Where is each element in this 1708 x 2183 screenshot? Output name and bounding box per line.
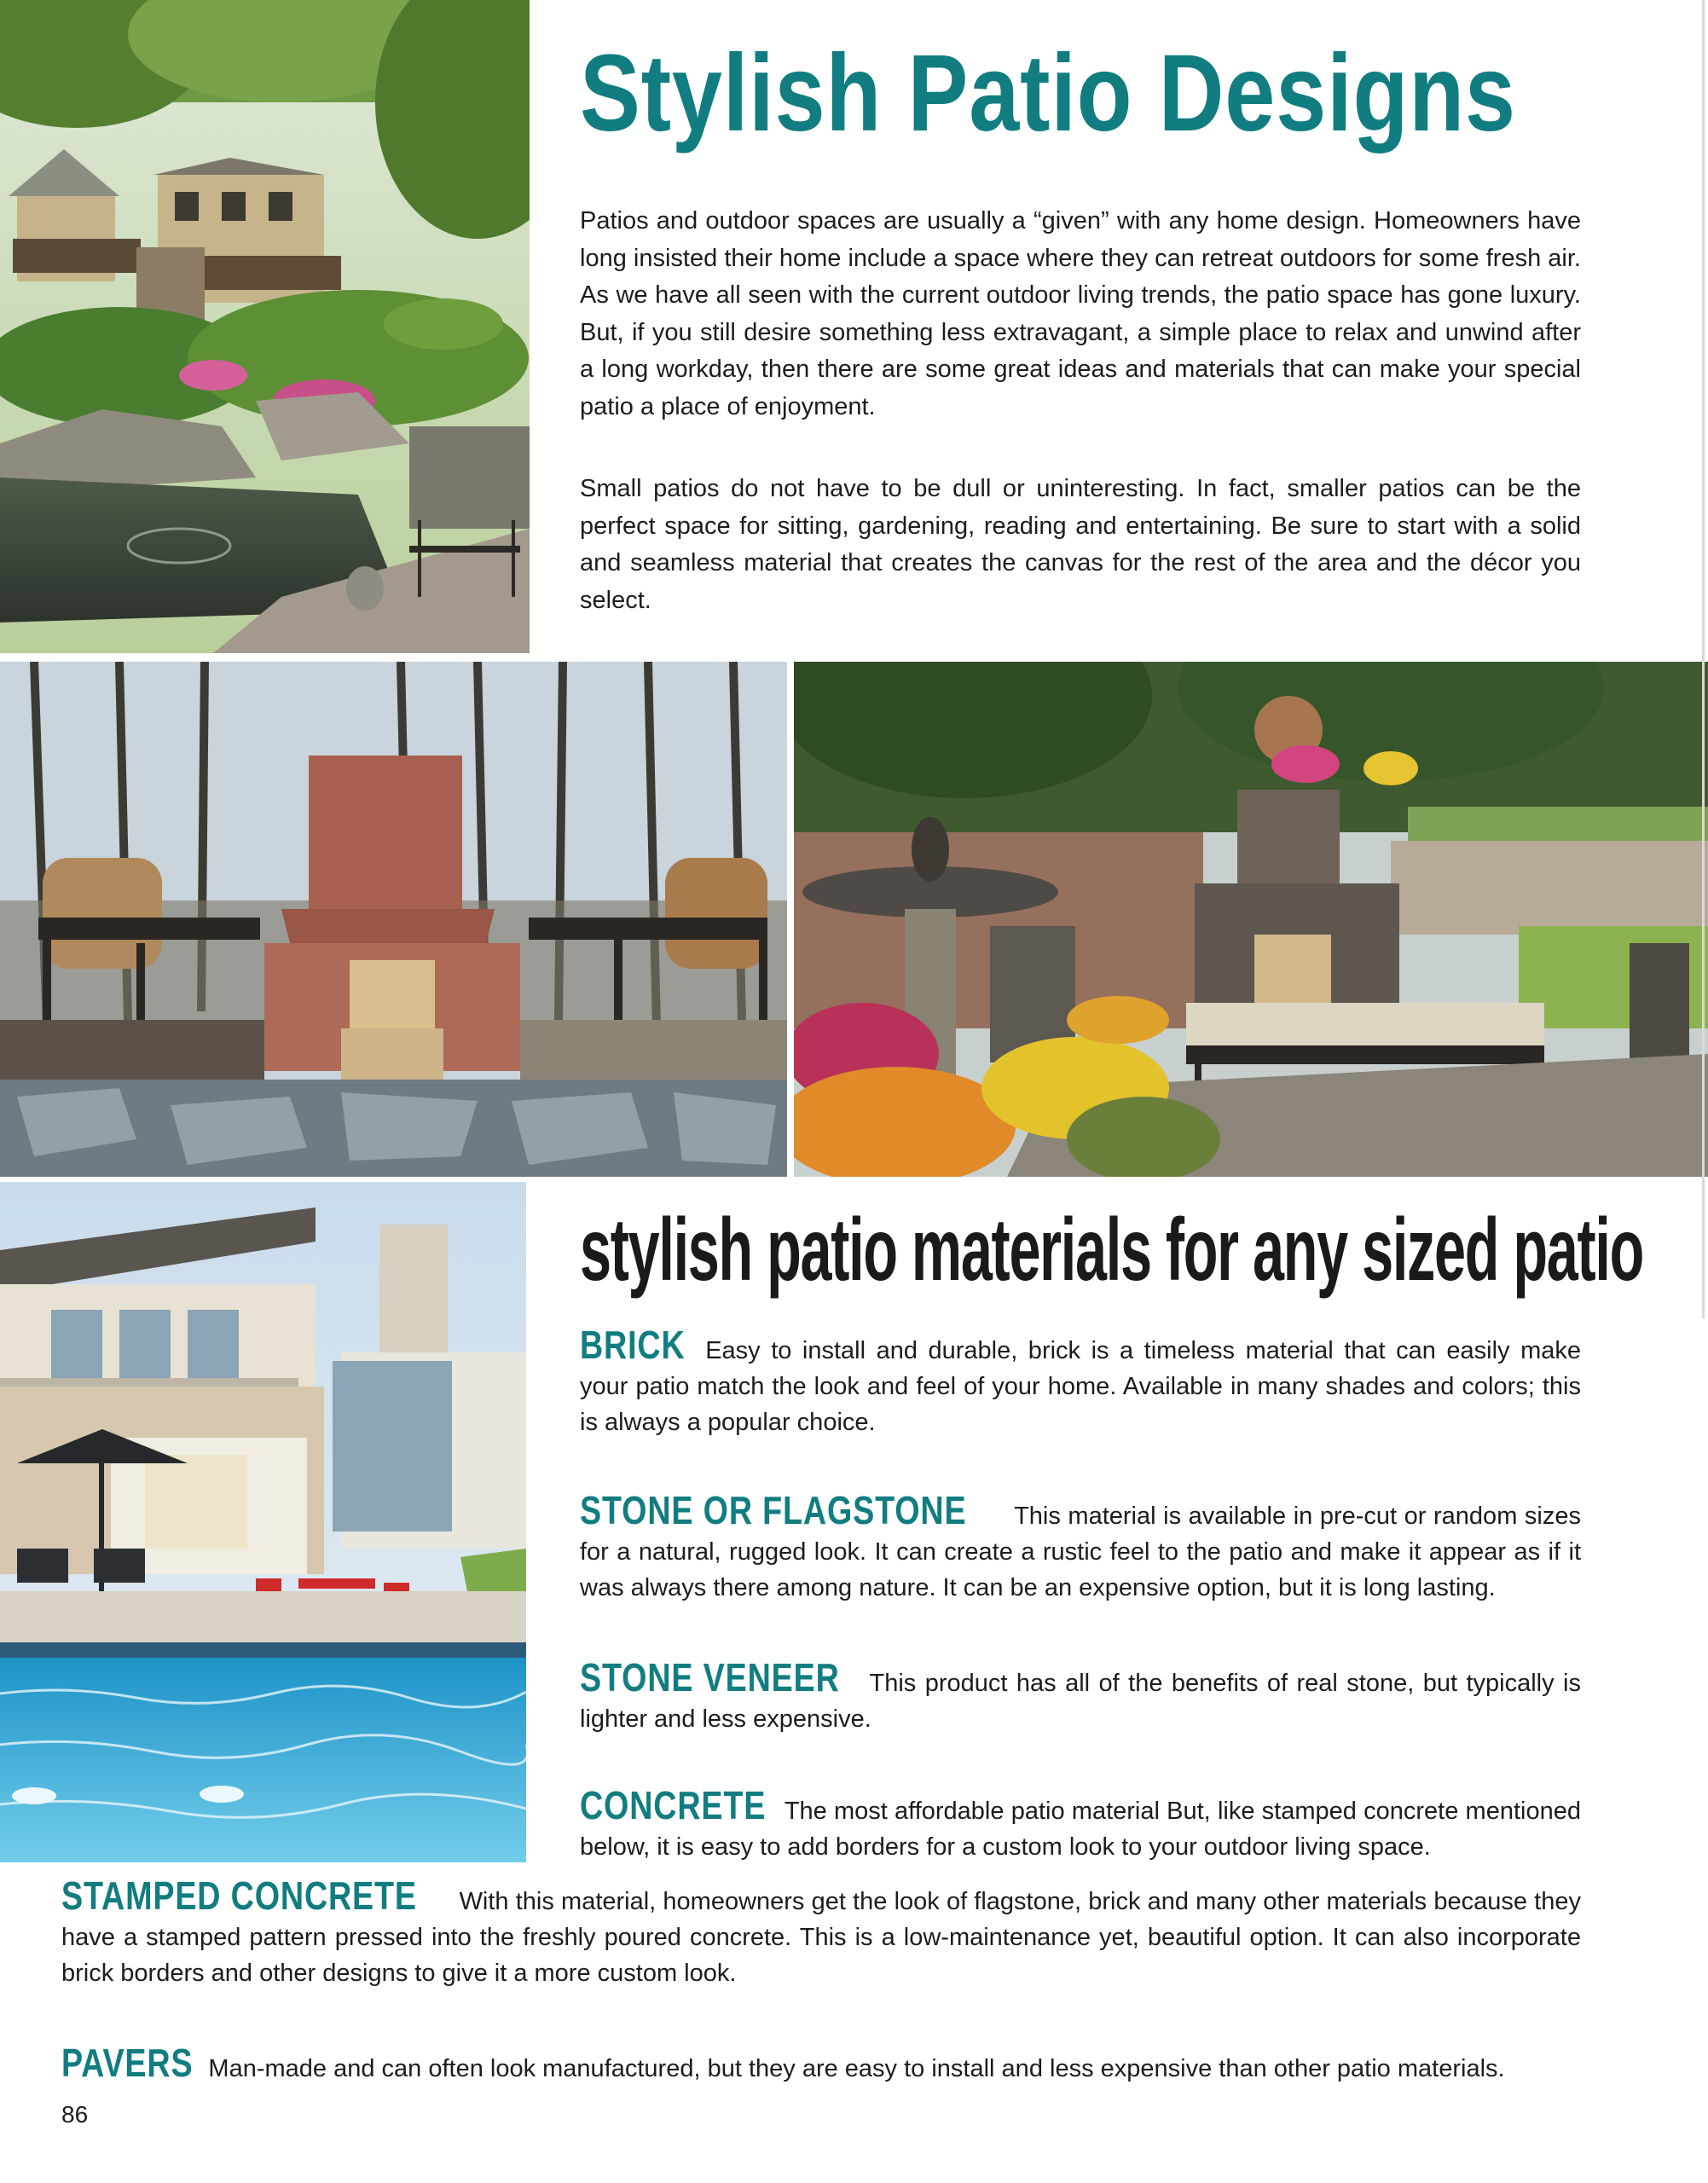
page-edge-rule [1702,0,1705,1318]
material-description: With this material, homeowners get the look of flagstone, brick and many other materials because they have a stamped pattern pressed into the freshly poured concrete. This is a low-maintenance yet, beautiful option. It can also incorporate brick borders and other designs to give it a more custom look. [61,1888,1581,1987]
material-description: Man-made and can often look manufactured, but they are easy to install and less expensive than other patio materials. [208,2055,1505,2082]
material-term: STONE VENEER [580,1655,840,1699]
material-term: PAVERS [61,2041,194,2085]
page-title: Stylish Patio Designs [580,32,1516,154]
material-description: The most affordable patio material But, like stamped concrete mentioned below, it is easy to add borders for a custom look to your outdoor living space. [580,1798,1581,1861]
material-term: BRICK [580,1323,686,1367]
material-term: CONCRETE [580,1783,767,1827]
material-description: This product has all of the benefits of real stone, but typically is lighter and less expensive. [580,1670,1581,1733]
material-brick [580,1323,1581,1440]
garden-pond-photo [0,0,530,653]
material-concrete [580,1783,1581,1865]
intro-paragraph-2: Small patios do not have to be dull or uninteresting. In fact, smaller patios can be the perfect space for sitting, gardening, reading and entertaining. Be sure to start with a solid and seamless material that creates the canvas for the rest of the area and the décor you select. [580,475,1581,614]
modern-house-pool-photo [0,1182,526,1862]
material-stamped-concrete [61,1873,1581,1991]
page-number: 86 [61,2101,89,2128]
material-description: Easy to install and durable, brick is a timeless material that can easily make your patio match the look and feel of your home. Available in many shades and colors; this is always a popular choice. [580,1337,1581,1436]
section-subtitle: stylish patio materials for any sized patio [580,1201,1643,1300]
material-pavers [61,2041,1581,2087]
courtyard-fountain-photo [794,662,1708,1177]
intro-paragraph-1: Patios and outdoor spaces are usually a “given” with any home design. Homeowners have long insisted their home include a space where they can retreat outdoors for some fresh air. As we have all seen with the current outdoor living trends, the patio space has gone luxury. But, if you still desire something less extravagant, a simple place to relax and unwind after a long workday, then there are some great ideas and materials that can make your special patio a place of enjoyment. [580,207,1581,420]
material-stone-or-flagstone [580,1488,1581,1606]
material-term: STONE OR FLAGSTONE [580,1488,967,1532]
material-term: STAMPED CONCRETE [61,1873,417,1918]
material-stone-veneer [580,1655,1581,1737]
brick-fireplace-photo [0,662,787,1177]
material-description: This material is available in pre-cut or random sizes for a natural, rugged look. It can create a rustic feel to the patio and make it appear as if it was always there among nature. It can be an expensive option, but it is long lasting. [580,1503,1581,1601]
